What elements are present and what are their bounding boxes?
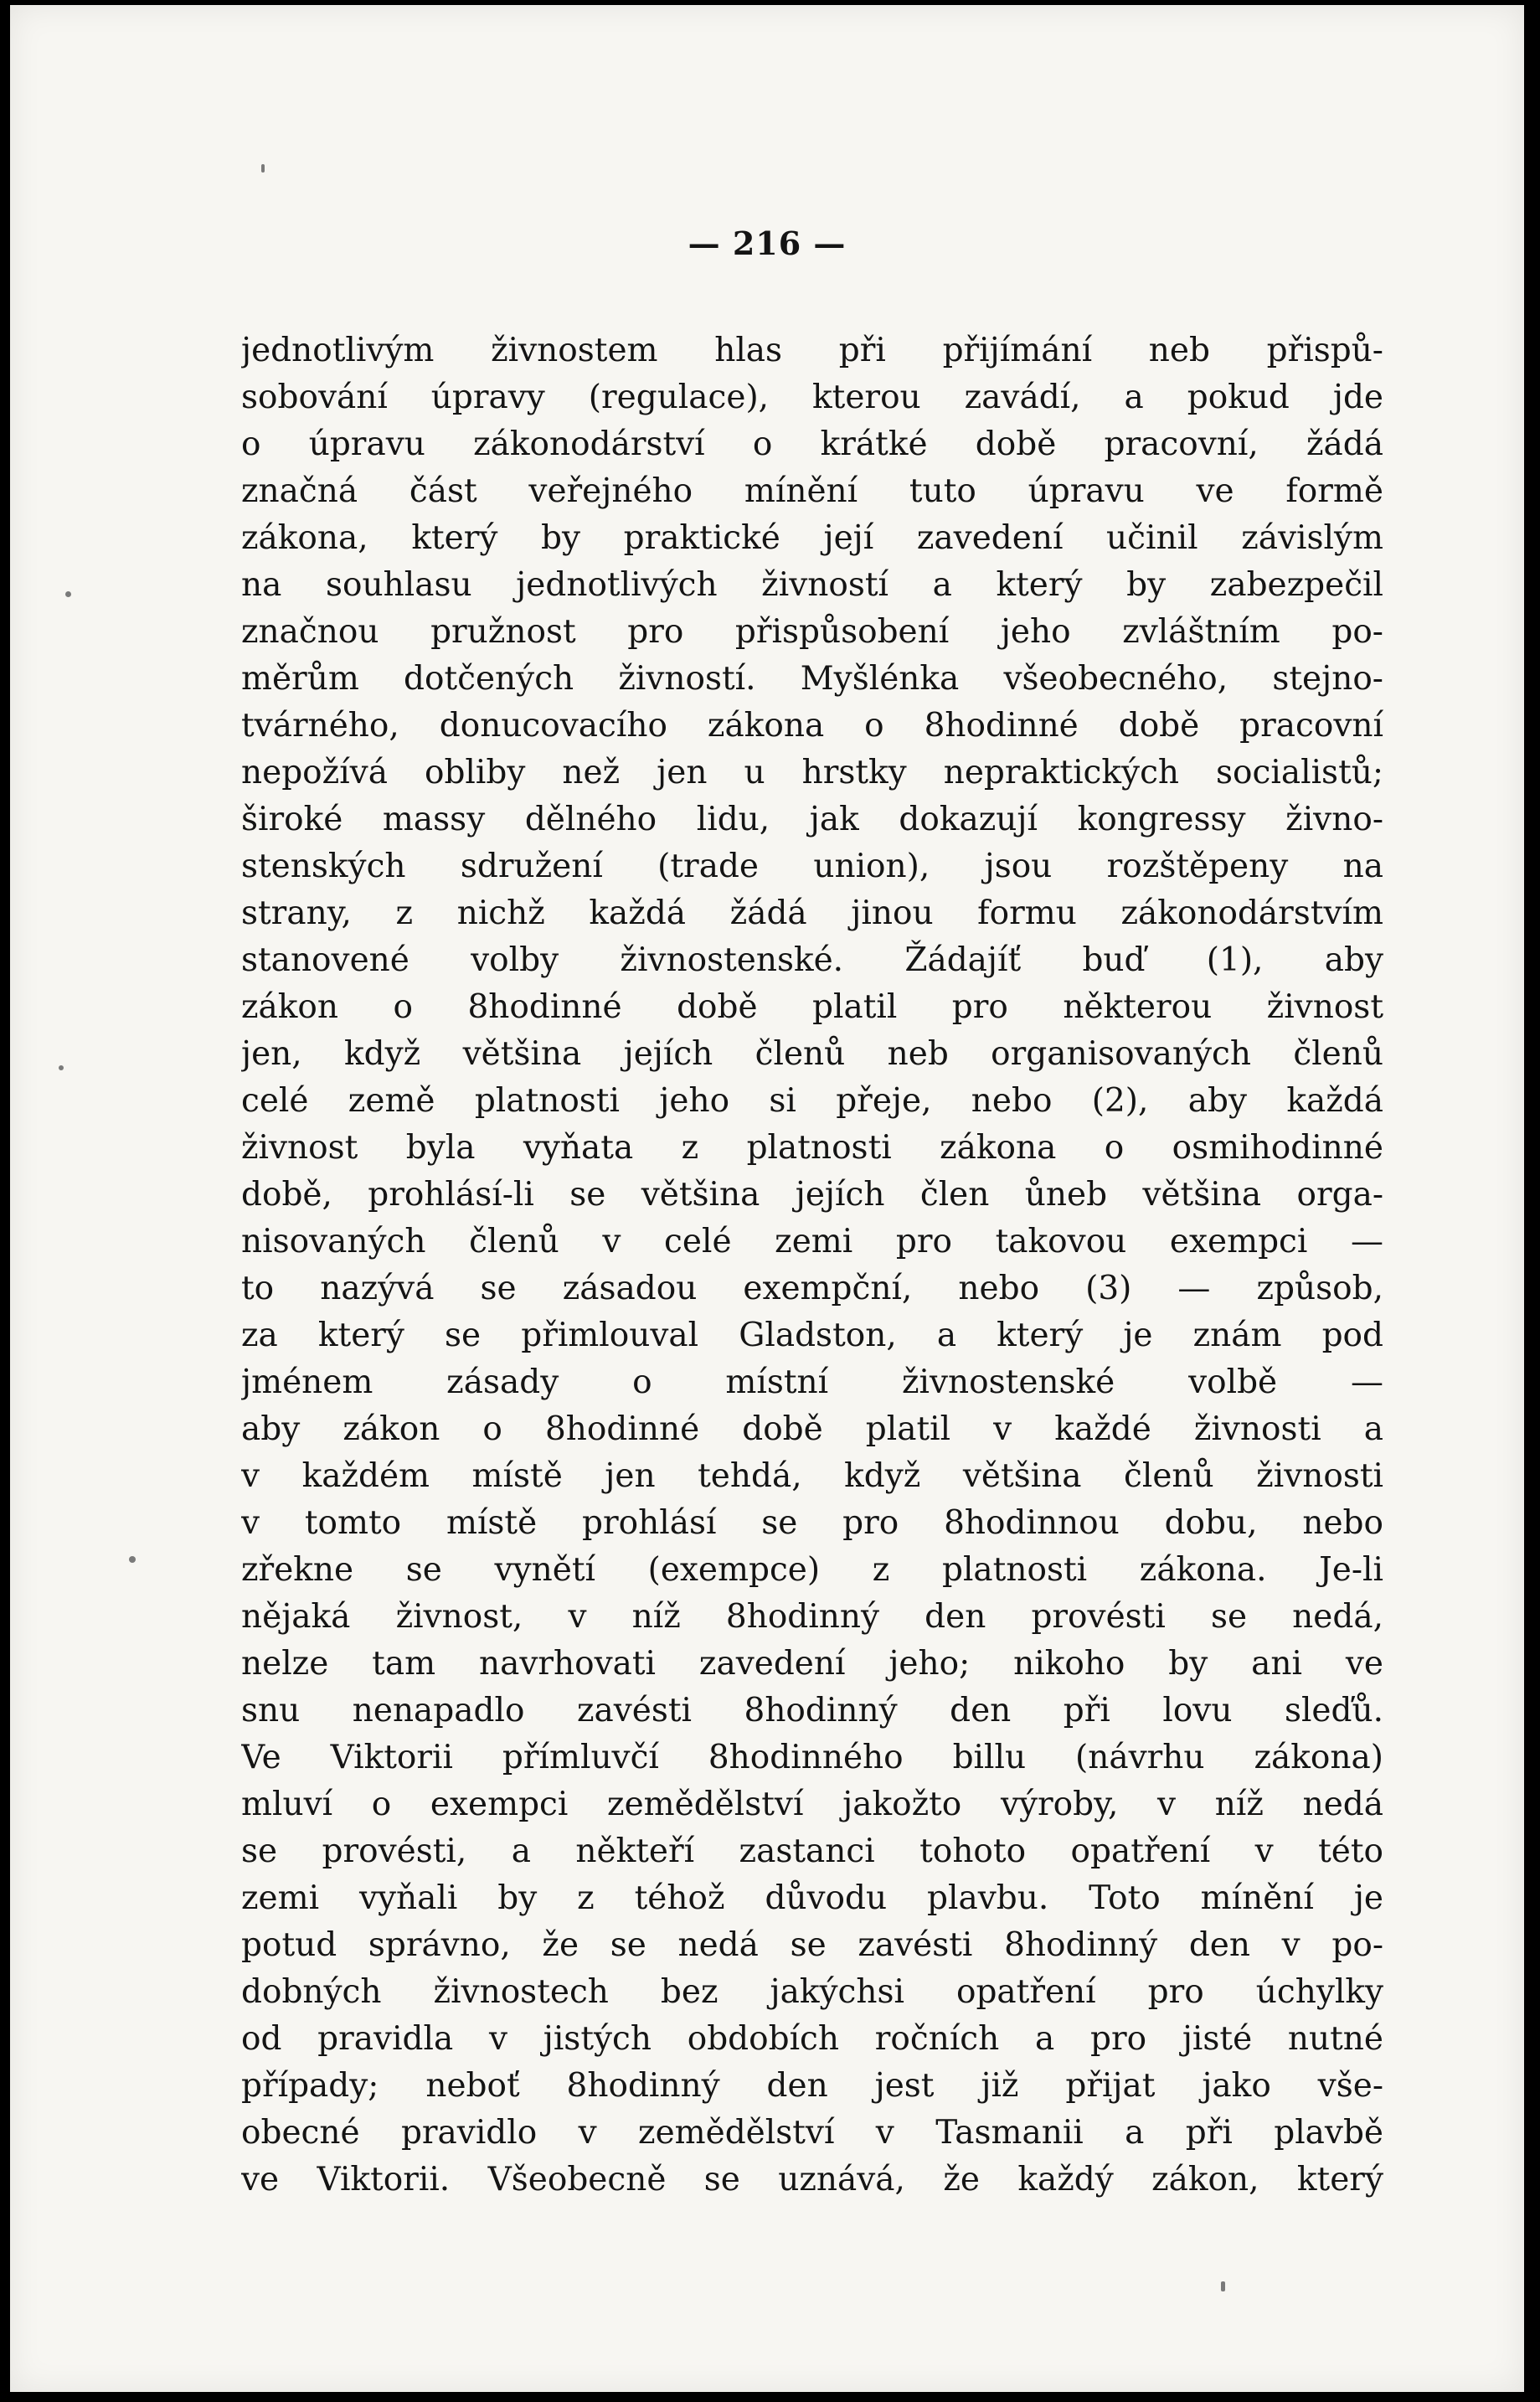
text-line: zřekne se vynětí (exempce) z platnosti zákona. Je-li [241,1551,1383,1589]
text-line: celé země platnosti jeho si přeje, nebo (2), aby každá [241,1082,1383,1120]
scan-speck [1221,2281,1225,2291]
text-line: za který se přimlouval Gladston, a který je znám pod [241,1317,1383,1354]
text-line: nějaká živnost, v níž 8hodinný den provésti se nedá, [241,1598,1383,1636]
scan-speck [261,164,265,173]
text-line: tvárného, donucovacího zákona o 8hodinné době pracovní [241,707,1383,745]
text-line: stanovené volby živnostenské. Žádajíť buď (1), aby [241,941,1383,979]
text-line: případy; neboť 8hodinný den jest již přijat jako vše- [241,2067,1383,2105]
text-line: snu nenapadlo zavésti 8hodinný den při lovu sleďů. [241,1692,1383,1729]
text-line: jednotlivým živnostem hlas při přijímání neb přispů- [241,332,1383,369]
text-line: Ve Viktorii přímluvčí 8hodinného billu (návrhu zákona) [241,1739,1383,1776]
text-line: obecné pravidlo v zemědělství v Tasmanii a při plavbě [241,2114,1383,2152]
page-number: — 216 — [688,224,847,262]
text-line: zákon o 8hodinné době platil pro některou živnost [241,988,1383,1026]
text-line: dobných živnostech bez jakýchsi opatření pro úchylky [241,1973,1383,2011]
text-line: široké massy dělného lidu, jak dokazují kongressy živno- [241,801,1383,838]
text-line: zákona, který by praktické její zavedení učinil závislým [241,519,1383,557]
text-line: značná část veřejného mínění tuto úpravu ve formě [241,472,1383,510]
text-line: potud správno, že se nedá se zavésti 8hodinný den v po- [241,1926,1383,1964]
text-line: stenských sdružení (trade union), jsou rozštěpeny na [241,848,1383,885]
text-line: v tomto místě prohlásí se pro 8hodinnou dobu, nebo [241,1504,1383,1542]
text-line: mluví o exempci zemědělství jakožto výroby, v níž nedá [241,1786,1383,1823]
scan-speck [65,591,71,597]
text-line: živnost byla vyňata z platnosti zákona o osmihodinné [241,1129,1383,1167]
text-line: zemi vyňali by z téhož důvodu plavbu. Toto mínění je [241,1879,1383,1917]
body-text [241,327,1383,2204]
text-line: době, prohlásí-li se většina jejích člen ůneb většina orga- [241,1176,1383,1214]
text-line: jen, když většina jejích členů neb organisovaných členů [241,1035,1383,1073]
text-line: na souhlasu jednotlivých živností a který by zabezpečil [241,566,1383,604]
text-line: měrům dotčených živností. Myšlénka všeobecného, stejno- [241,660,1383,698]
text-line: sobování úpravy (regulace), kterou zavádí, a pokud jde [241,379,1383,416]
scan-speck [59,1065,64,1070]
text-line: v každém místě jen tehdá, když většina členů živnosti [241,1457,1383,1495]
book-page [10,5,1524,2392]
text-line: jménem zásady o místní živnostenské volbě — [241,1363,1383,1401]
scan-speck [129,1556,136,1563]
text-line: nisovaných členů v celé zemi pro takovou exempci — [241,1223,1383,1260]
text-line: aby zákon o 8hodinné době platil v každé živnosti a [241,1410,1383,1448]
text-line: od pravidla v jistých obdobích ročních a pro jisté nutné [241,2020,1383,2058]
text-line: se provésti, a někteří zastanci tohoto opatření v této [241,1832,1383,1870]
text-line: značnou pružnost pro přispůsobení jeho zvláštním po- [241,613,1383,651]
text-line: nelze tam navrhovati zavedení jeho; nikoho by ani ve [241,1645,1383,1683]
text-line: ve Viktorii. Všeobecně se uznává, že každý zákon, který [241,2161,1383,2198]
text-line: strany, z nichž každá žádá jinou formu zákonodárstvím [241,894,1383,932]
text-line: to nazývá se zásadou exempční, nebo (3) — způsob, [241,1270,1383,1307]
text-line: nepožívá obliby než jen u hrstky nepraktických socialistů; [241,754,1383,791]
text-line: o úpravu zákonodárství o krátké době pracovní, žádá [241,425,1383,463]
